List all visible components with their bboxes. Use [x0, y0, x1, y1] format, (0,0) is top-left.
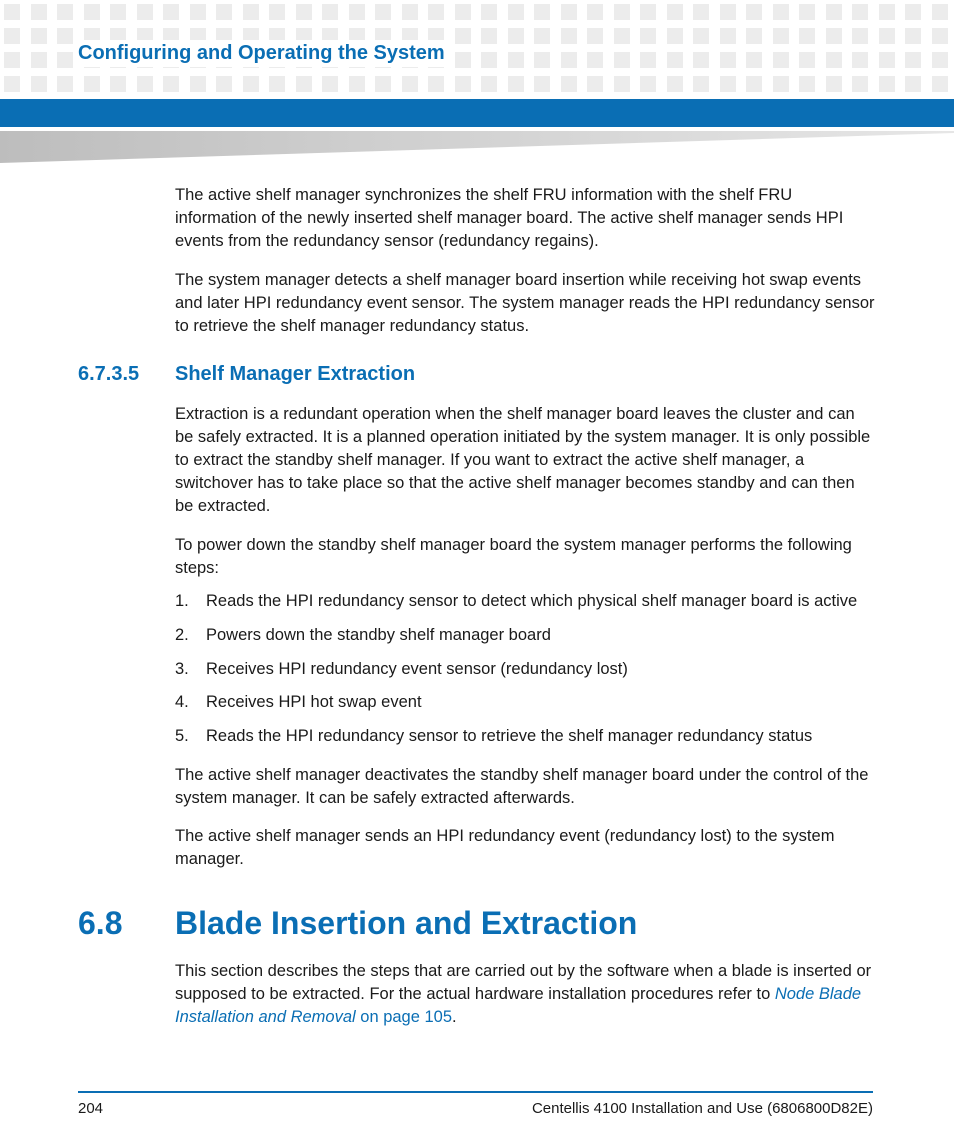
pattern-square: [163, 76, 179, 92]
pattern-square: [879, 52, 895, 68]
pattern-square: [57, 4, 73, 20]
page-number: 204: [78, 1100, 104, 1117]
pattern-square: [296, 76, 312, 92]
pattern-square: [402, 76, 418, 92]
list-number: 2.: [175, 626, 189, 644]
pattern-square: [508, 28, 524, 44]
pattern-square: [614, 52, 630, 68]
pattern-square: [375, 4, 391, 20]
pattern-square: [84, 4, 100, 20]
pattern-square: [481, 28, 497, 44]
paragraph: The active shelf manager synchronizes the shelf FRU information with the shelf FRU information of the newly inserted shelf manager board. The active shelf manager sends HPI events from the redundancy sensor (redundancy regains).: [175, 186, 844, 250]
pattern-square: [243, 76, 259, 92]
pattern-square: [667, 52, 683, 68]
pattern-square: [746, 4, 762, 20]
list-text: Powers down the standby shelf manager board: [206, 626, 551, 644]
pattern-square: [799, 76, 815, 92]
pattern-square: [190, 4, 206, 20]
header-blue-bar: [0, 99, 954, 127]
pattern-square: [693, 52, 709, 68]
pattern-square: [534, 76, 550, 92]
paragraph-with-link: [175, 960, 875, 1029]
pattern-square: [375, 76, 391, 92]
pattern-square: [640, 76, 656, 92]
pattern-square: [826, 4, 842, 20]
pattern-square: [773, 52, 789, 68]
list-number: 5.: [175, 727, 189, 745]
section-number: 6.7.3.5: [78, 363, 140, 385]
pattern-square: [693, 76, 709, 92]
pattern-square: [667, 4, 683, 20]
pattern-square: [852, 52, 868, 68]
pattern-square: [773, 28, 789, 44]
pattern-square: [402, 4, 418, 20]
pattern-square: [879, 4, 895, 20]
list-item: [175, 624, 551, 647]
pattern-square: [746, 52, 762, 68]
pattern-square: [84, 76, 100, 92]
footer-rule: [78, 1091, 873, 1093]
list-text: Reads the HPI redundancy sensor to detect which physical shelf manager board is active: [206, 592, 858, 610]
pattern-square: [826, 76, 842, 92]
pattern-square: [932, 52, 948, 68]
pattern-square: [720, 4, 736, 20]
pattern-square: [4, 76, 20, 92]
pattern-square: [455, 4, 471, 20]
pattern-square: [4, 28, 20, 44]
pattern-square: [746, 28, 762, 44]
pattern-square: [4, 4, 20, 20]
pattern-square: [587, 4, 603, 20]
section-heading-68: [78, 905, 637, 942]
pattern-square: [216, 76, 232, 92]
pattern-square: [640, 28, 656, 44]
list-item: [175, 691, 422, 714]
pattern-square: [269, 4, 285, 20]
pattern-square: [905, 4, 921, 20]
pattern-square: [534, 52, 550, 68]
pattern-square: [905, 76, 921, 92]
pattern-square: [614, 4, 630, 20]
pattern-square: [31, 4, 47, 20]
pattern-square: [826, 28, 842, 44]
list-number: 1.: [175, 592, 189, 610]
pattern-square: [587, 52, 603, 68]
running-header-title: Configuring and Operating the System: [78, 40, 451, 67]
pattern-square: [799, 4, 815, 20]
section-heading-6735: [78, 363, 415, 386]
pattern-square: [561, 4, 577, 20]
pattern-square: [508, 4, 524, 20]
list-text: Receives HPI hot swap event: [206, 693, 422, 711]
pattern-square: [296, 4, 312, 20]
pattern-square: [614, 28, 630, 44]
pattern-square: [455, 28, 471, 44]
paragraph: The active shelf manager sends an HPI redundancy event (redundancy lost) to the system manager.: [175, 827, 835, 868]
paragraph: To power down the standby shelf manager board the system manager performs the following steps:: [175, 536, 852, 577]
pattern-square: [561, 76, 577, 92]
pattern-square: [852, 4, 868, 20]
pattern-square: [879, 28, 895, 44]
pattern-square: [57, 52, 73, 68]
pattern-square: [561, 52, 577, 68]
pattern-square: [746, 76, 762, 92]
pattern-square: [773, 4, 789, 20]
pattern-square: [508, 52, 524, 68]
pattern-square: [905, 28, 921, 44]
pattern-square: [932, 28, 948, 44]
pattern-square: [693, 28, 709, 44]
pattern-square: [905, 52, 921, 68]
pattern-square: [799, 28, 815, 44]
pattern-square: [137, 76, 153, 92]
pattern-square: [31, 76, 47, 92]
section-title: Shelf Manager Extraction: [175, 363, 416, 385]
pattern-square: [826, 52, 842, 68]
list-number: 4.: [175, 693, 189, 711]
pattern-square: [269, 76, 285, 92]
list-text: Reads the HPI redundancy sensor to retrieve the shelf manager redundancy status: [206, 727, 813, 745]
pattern-square: [216, 4, 232, 20]
pattern-square: [481, 76, 497, 92]
list-item: [175, 658, 628, 681]
list-text: Receives HPI redundancy event sensor (redundancy lost): [206, 660, 628, 678]
paragraph-text: This section describes the steps that are carried out by the software when a blade is inserted or supposed to be extracted. For the actual hardware installation procedures refer to: [175, 962, 872, 1003]
pattern-square: [667, 76, 683, 92]
page-reference-link[interactable]: on page 105: [355, 1008, 453, 1026]
pattern-square: [190, 76, 206, 92]
pattern-square: [481, 4, 497, 20]
pattern-square: [57, 28, 73, 44]
pattern-square: [31, 52, 47, 68]
cross-reference-link[interactable]: Node Blade Installation and Removal: [175, 985, 862, 1026]
pattern-square: [322, 76, 338, 92]
pattern-square: [534, 28, 550, 44]
pattern-square: [534, 4, 550, 20]
pattern-square: [852, 28, 868, 44]
pattern-square: [852, 76, 868, 92]
pattern-square: [614, 76, 630, 92]
pattern-square: [720, 28, 736, 44]
paragraph-end: .: [452, 1008, 457, 1026]
pattern-square: [720, 52, 736, 68]
pattern-square: [879, 76, 895, 92]
paragraph: The active shelf manager deactivates the standby shelf manager board under the control of the system manager. It can be safely extracted afterwards.: [175, 766, 869, 807]
list-item: [175, 725, 812, 748]
pattern-square: [110, 76, 126, 92]
paragraph: Extraction is a redundant operation when the shelf manager board leaves the cluster and can be safely extracted. It is a planned operation initiated by the system manager. It is only possible to extract the standby shelf manager. If you want to extract the active shelf manager, a switchover has to take place so that the active shelf manager becomes standby and can then be extracted.: [175, 405, 871, 515]
pattern-square: [322, 4, 338, 20]
pattern-square: [587, 76, 603, 92]
pattern-square: [243, 4, 259, 20]
pattern-square: [799, 52, 815, 68]
pattern-square: [428, 76, 444, 92]
pattern-square: [137, 4, 153, 20]
pattern-square: [773, 76, 789, 92]
pattern-square: [349, 4, 365, 20]
pattern-square: [561, 28, 577, 44]
pattern-square: [587, 28, 603, 44]
document-title: Centellis 4100 Installation and Use (6806800D82E): [531, 1100, 873, 1117]
pattern-square: [110, 4, 126, 20]
pattern-square: [640, 4, 656, 20]
pattern-square: [428, 4, 444, 20]
pattern-square: [455, 52, 471, 68]
pattern-square: [667, 28, 683, 44]
pattern-square: [640, 52, 656, 68]
pattern-square: [693, 4, 709, 20]
pattern-square: [481, 52, 497, 68]
pattern-square: [349, 76, 365, 92]
pattern-square: [455, 76, 471, 92]
pattern-square: [4, 52, 20, 68]
pattern-square: [163, 4, 179, 20]
pattern-square: [932, 4, 948, 20]
header-gray-wedge: [0, 131, 954, 163]
list-item: [175, 590, 857, 613]
pattern-square: [31, 28, 47, 44]
pattern-square: [57, 76, 73, 92]
pattern-square: [932, 76, 948, 92]
paragraph: The system manager detects a shelf manager board insertion while receiving hot swap events and later HPI redundancy event sensor. The system manager reads the HPI redundancy sensor to retrieve the shelf manager redundancy status.: [175, 271, 875, 335]
pattern-square: [508, 76, 524, 92]
section-number: 6.8: [78, 905, 123, 941]
pattern-square: [720, 76, 736, 92]
list-number: 3.: [175, 660, 189, 678]
section-title: Blade Insertion and Extraction: [175, 905, 638, 941]
